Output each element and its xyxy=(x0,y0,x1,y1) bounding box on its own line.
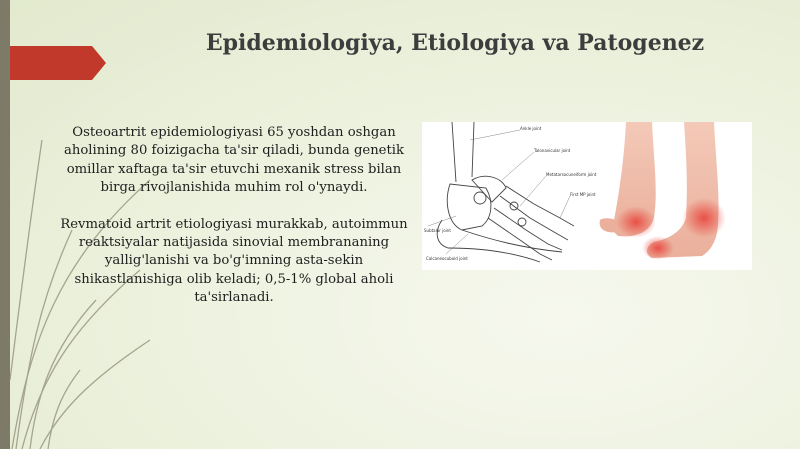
annotation-calcaneocuboid-joint: Calcaneocuboid joint xyxy=(426,256,468,261)
annotation-first-mp-joint: First MP joint xyxy=(570,192,596,197)
paragraph-osteoarthritis: Osteoartrit epidemiologiyasi 65 yoshdan oshgan aholining 80 foizigacha ta'sir qiladi, bunda genetik omillar xaftaga ta'sir etuvchi mexanik stress bilan birga rivojlanishida muhim rol o'ynaydi. xyxy=(63,125,404,196)
annotation-talonavicular-joint: Talonavicular joint xyxy=(534,148,571,153)
slide-title: Epidemiologiya, Etiologiya va Patogenez xyxy=(205,30,705,56)
annotation-metatarsocuneiform-joint: Metatarsocuneiform joint xyxy=(546,172,597,177)
slide-body xyxy=(58,124,410,308)
foot-illustration xyxy=(422,122,752,270)
inflamed-feet-photo xyxy=(592,122,752,270)
accent-arrow-tab xyxy=(10,46,106,80)
foot-bone-diagram xyxy=(422,122,597,270)
annotation-subtalar-joint: Subtalar joint xyxy=(424,228,451,233)
annotation-ankle-joint: Ankle joint xyxy=(520,126,542,131)
paragraph-rheumatoid-arthritis: Revmatoid artrit etiologiyasi murakkab, autoimmun reaktsiyalar natijasida sinovial membrananing yallig'lanishi va bo'g'imning asta-sekin shikastlanishiga olib keladi; 0,5-1% global aholi ta'sirlanadi. xyxy=(60,216,408,306)
